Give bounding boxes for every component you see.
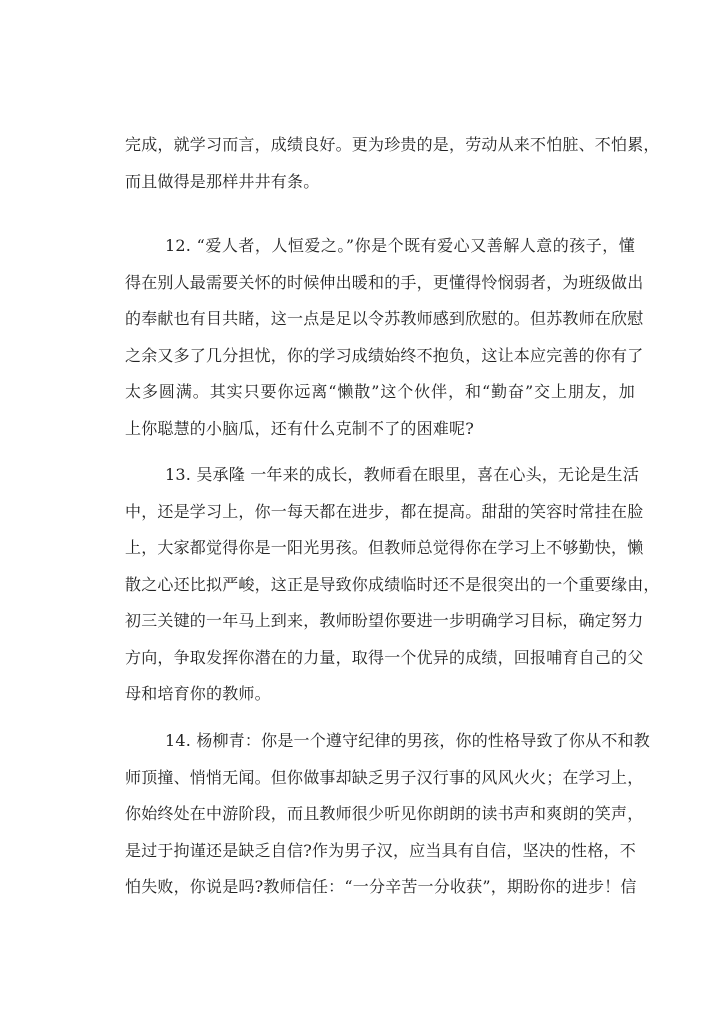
paragraph-continued <box>125 127 660 200</box>
text-line: 13. 吴承隆 一年来的成长，教师看在眼里，喜在心头，无论是生活 <box>165 465 640 484</box>
text-line: 散之心还比拟严峻，这正是导致你成绩临时还不是很突出的一个重要缘由， <box>125 574 660 594</box>
text-line: 师顶撞、悄悄无闻。但你做事却缺乏男子汉行事的风风火火；在学习上， <box>125 767 644 787</box>
text-line: 太多圆满。其实只要你远离“懒散”这个伙伴，和“勤奋”交上朋友，加 <box>125 382 635 401</box>
text-line: 的奉献也有目共睹，这一点是足以令苏教师感到欣慰的。但苏教师在欣慰 <box>125 309 644 328</box>
text-line: 而且做得是那样井井有条。 <box>125 171 320 191</box>
text-line: 方向，争取发挥你潜在的力量，取得一个优异的成绩，回报哺育自己的父 <box>125 647 644 667</box>
text-line: 得在别人最需要关怀的时候伸出暖和的手，更懂得怜悯弱者，为班级做出 <box>125 272 644 292</box>
text-line: 12. “爱人者，人恒爱之。”你是个既有爱心又善解人意的孩子，懂 <box>165 236 635 255</box>
paragraph-13 <box>125 457 660 713</box>
text-line: 完成，就学习而言，成绩良好。更为珍贵的是，劳动从来不怕脏、不怕累， <box>125 135 660 154</box>
text-line: 14. 杨柳青：你是一个遵守纪律的男孩，你的性格导致了你从不和教 <box>165 731 650 750</box>
paragraph-12 <box>125 228 644 447</box>
text-line: 初三关键的一年马上到来，教师盼望你要进一步明确学习目标，确定努力 <box>125 611 644 630</box>
text-line: 你始终处在中游阶段，而且教师很少听见你朗朗的读书声和爽朗的笑声， <box>125 804 644 823</box>
text-line: 母和培育你的教师。 <box>125 684 271 703</box>
text-line: 上你聪慧的小脑瓜，还有什么克制不了的困难呢? <box>125 418 474 438</box>
text-line: 之余又多了几分担忧，你的学习成绩始终不抱负，这让本应完善的你有了 <box>125 345 644 365</box>
text-line: 怕失败，你说是吗?教师信任：“一分辛苦一分收获”，期盼你的进步！信 <box>125 877 637 896</box>
text-line: 是过于拘谨还是缺乏自信?作为男子汉，应当具有自信，坚决的性格，不 <box>125 840 636 860</box>
text-line: 中，还是学习上，你一每天都在进步，都在提高。甜甜的笑容时常挂在脸 <box>125 501 644 521</box>
paragraph-14 <box>125 723 650 906</box>
text-line: 上，大家都觉得你是一阳光男孩。但教师总觉得你在学习上不够勤快，懒 <box>125 538 644 557</box>
